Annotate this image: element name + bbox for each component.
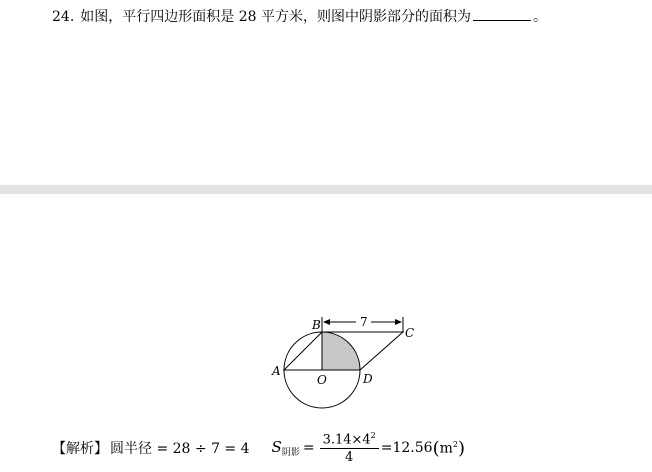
- area-symbol: [272, 438, 300, 458]
- numerator-exponent: 2: [370, 430, 376, 440]
- radius-equation: 圆半径 = 28 ÷ 7 = 4: [110, 441, 250, 457]
- label-b: B: [312, 318, 321, 332]
- close-paren: ): [457, 437, 466, 459]
- fraction-denominator: 4: [345, 450, 354, 466]
- unit-exponent: 2: [452, 439, 458, 449]
- equals-sign: =: [302, 440, 315, 456]
- area-symbol-letter: S: [271, 438, 282, 456]
- area-symbol-subscript: 阴影: [281, 448, 300, 458]
- figure-svg: [260, 305, 430, 420]
- numerator-base: 3.14×4: [322, 432, 371, 448]
- question-number: 24.: [52, 9, 75, 25]
- unit-base: m: [439, 440, 453, 457]
- fraction-numerator: [320, 431, 379, 449]
- solution-label: 【解析】: [52, 441, 108, 457]
- label-o: O: [317, 373, 327, 387]
- solution: [52, 428, 465, 468]
- geometry-figure: [260, 305, 430, 420]
- shaded-region: [322, 332, 360, 370]
- dim-arrow-right: [395, 319, 402, 325]
- area-result: =12.56: [380, 440, 433, 456]
- answer-blank[interactable]: [473, 6, 531, 21]
- label-c: C: [405, 326, 415, 340]
- label-d: D: [363, 372, 373, 386]
- question-text: [52, 6, 547, 27]
- unit: [440, 440, 458, 457]
- length-label: 7: [360, 315, 368, 329]
- section-divider: [0, 185, 652, 194]
- open-paren: (: [432, 437, 440, 459]
- area-fraction: [320, 431, 379, 465]
- label-a: A: [272, 364, 281, 378]
- dim-arrow-left: [323, 319, 330, 325]
- question-body: 如图，平行四边形面积是 28 平方米，则图中阴影部分的面积为: [80, 9, 471, 25]
- question-end: 。: [532, 9, 547, 25]
